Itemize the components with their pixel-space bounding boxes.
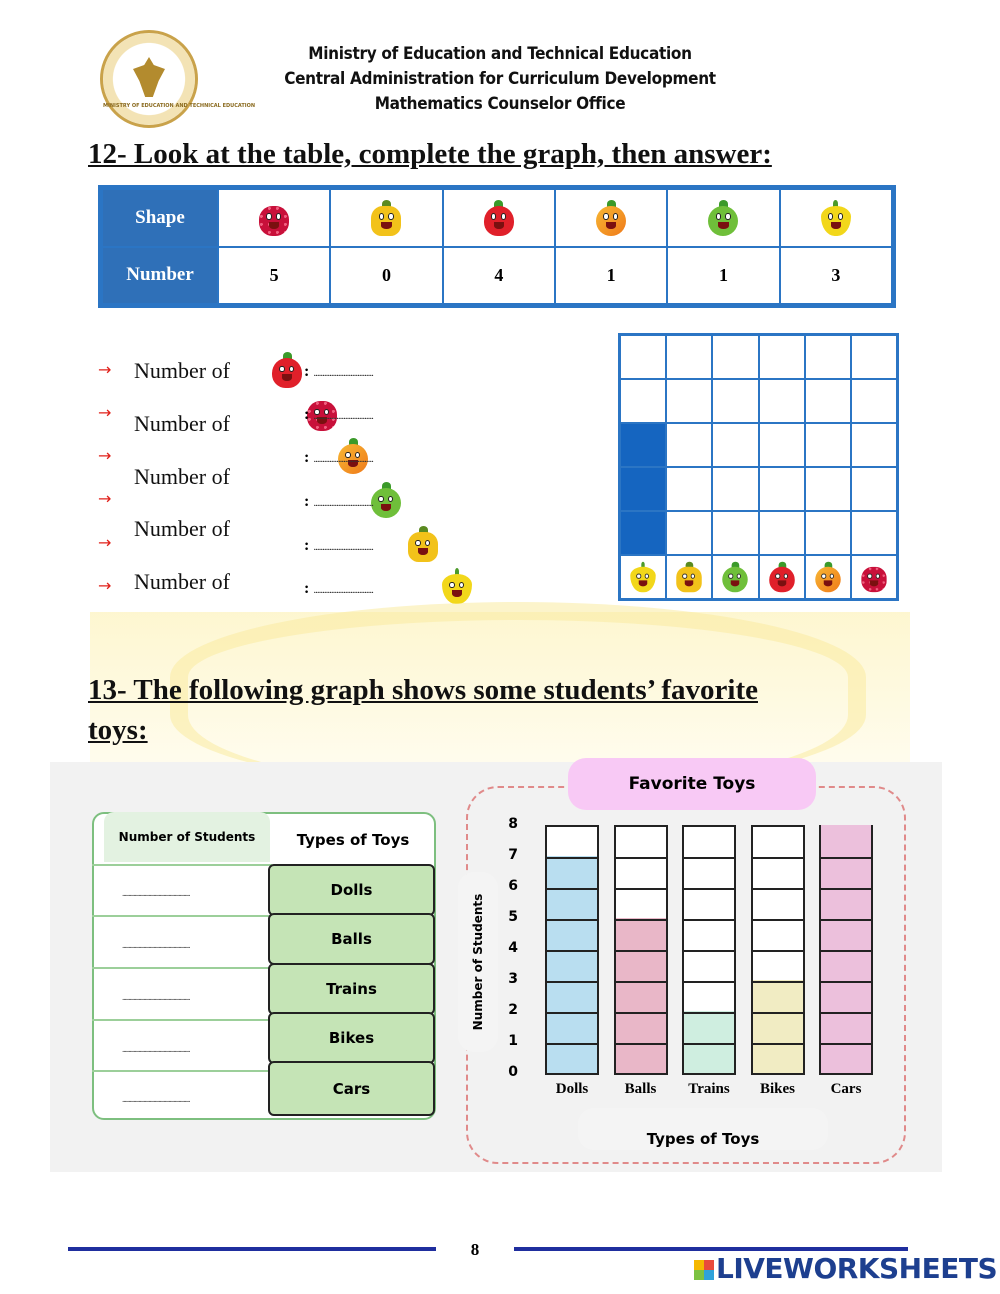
apple-icon bbox=[723, 562, 749, 593]
toy-cell-cars: Cars bbox=[268, 1061, 435, 1116]
number-of-label: Number of bbox=[134, 464, 230, 489]
pictograph-square[interactable] bbox=[851, 379, 897, 423]
arrow-icon: → bbox=[98, 446, 112, 465]
bar-grid-line bbox=[684, 950, 734, 952]
mango-icon bbox=[815, 562, 841, 593]
pictograph-grid bbox=[618, 333, 899, 601]
answer-blank-strawberry[interactable]: : .................................. bbox=[304, 363, 373, 380]
chart-title: Favorite Toys bbox=[568, 758, 816, 810]
row-divider bbox=[92, 915, 272, 917]
pictograph-square[interactable] bbox=[759, 335, 805, 379]
q12-title: 12- Look at the table, complete the graph, then answer: bbox=[88, 138, 772, 170]
pepper-icon bbox=[371, 200, 401, 236]
footer-line-left bbox=[68, 1247, 436, 1251]
bar-cars bbox=[821, 825, 871, 1073]
pictograph-square[interactable] bbox=[666, 335, 712, 379]
header-line-3: Mathematics Counselor Office bbox=[374, 94, 626, 114]
fruit-count-table bbox=[98, 185, 896, 308]
pictograph-square[interactable] bbox=[851, 423, 897, 467]
answer-blank-pepper[interactable]: : .................................. bbox=[304, 537, 373, 554]
bar-grid-line bbox=[684, 888, 734, 890]
arrow-icon: → bbox=[98, 403, 112, 422]
shape-cell bbox=[556, 190, 666, 246]
number-of-label: Number of bbox=[134, 516, 230, 541]
bar-grid-line bbox=[547, 919, 597, 921]
x-tick-label: Cars bbox=[830, 1081, 862, 1097]
pictograph-label-cell bbox=[759, 555, 805, 599]
bar-trains bbox=[684, 1011, 734, 1073]
pictograph-square[interactable] bbox=[712, 423, 758, 467]
bar-grid-line bbox=[753, 981, 803, 983]
number-cell: 0 bbox=[331, 248, 441, 304]
bar-grid-line bbox=[684, 919, 734, 921]
liveworksheets-logo bbox=[694, 1252, 997, 1285]
pictograph-square[interactable] bbox=[620, 335, 666, 379]
bar-grid-line bbox=[616, 919, 666, 921]
bar-grid-line bbox=[684, 1012, 734, 1014]
x-axis-title: Types of Toys bbox=[578, 1108, 828, 1150]
answer-blank-mango[interactable]: : .................................. bbox=[304, 449, 373, 466]
seal-text: MINISTRY OF EDUCATION AND TECHNICAL EDUCATION bbox=[103, 103, 256, 109]
pictograph-square[interactable] bbox=[805, 379, 851, 423]
pictograph-square[interactable] bbox=[851, 335, 897, 379]
logo-blocks-icon bbox=[694, 1260, 714, 1280]
shape-cell bbox=[331, 190, 441, 246]
pictograph-square[interactable] bbox=[712, 467, 758, 511]
y-tick-label: 4 bbox=[508, 940, 518, 956]
bar-grid-line bbox=[684, 981, 734, 983]
row-divider bbox=[92, 864, 272, 866]
pictograph-label-cell bbox=[851, 555, 897, 599]
bar-column-dolls bbox=[545, 825, 599, 1075]
bar-balls bbox=[616, 918, 666, 1073]
x-tick-label: Balls bbox=[624, 1081, 657, 1097]
x-tick-label: Dolls bbox=[555, 1081, 589, 1097]
pictograph-square[interactable] bbox=[666, 379, 712, 423]
answer-blank-apple[interactable]: : .................................. bbox=[304, 493, 373, 510]
footer-line-right bbox=[514, 1247, 908, 1251]
pictograph-square[interactable] bbox=[620, 379, 666, 423]
pear-icon bbox=[630, 562, 656, 593]
logo-text: LIVEWORKSHEETS bbox=[716, 1252, 998, 1285]
number-cell: 1 bbox=[556, 248, 666, 304]
y-tick-label: 7 bbox=[508, 847, 518, 863]
bar-grid-line bbox=[616, 1043, 666, 1045]
bar-grid-line bbox=[753, 857, 803, 859]
pictograph-square[interactable] bbox=[712, 335, 758, 379]
y-tick-label: 8 bbox=[508, 816, 518, 832]
count-blank-balls[interactable]: ...................................................... bbox=[122, 940, 190, 950]
pictograph-square[interactable] bbox=[620, 467, 666, 511]
strawberry-icon bbox=[272, 352, 302, 388]
arrow-icon: → bbox=[98, 533, 112, 552]
x-tick-label: Bikes bbox=[759, 1081, 795, 1097]
pictograph-label-cell bbox=[805, 555, 851, 599]
bar-grid-line bbox=[753, 1012, 803, 1014]
pictograph-square[interactable] bbox=[851, 467, 897, 511]
number-cell: 5 bbox=[219, 248, 329, 304]
pictograph-square[interactable] bbox=[620, 511, 666, 555]
bar-grid-line bbox=[821, 981, 871, 983]
pictograph-square[interactable] bbox=[666, 423, 712, 467]
pictograph-square[interactable] bbox=[805, 467, 851, 511]
pictograph-square[interactable] bbox=[805, 335, 851, 379]
q13-title-line-2: toys: bbox=[88, 714, 148, 746]
bar-grid-line bbox=[616, 950, 666, 952]
bar-grid-line bbox=[547, 1043, 597, 1045]
y-axis-title bbox=[458, 872, 498, 1052]
pepper-icon bbox=[408, 526, 438, 562]
pictograph-square[interactable] bbox=[805, 511, 851, 555]
pictograph-square[interactable] bbox=[666, 511, 712, 555]
strawberry-icon bbox=[484, 200, 514, 236]
arrow-icon: → bbox=[98, 360, 112, 379]
shape-cell bbox=[668, 190, 778, 246]
number-cell: 1 bbox=[668, 248, 778, 304]
pear-icon bbox=[821, 200, 851, 236]
pictograph-label-cell bbox=[666, 555, 712, 599]
count-blank-cars[interactable]: ...................................................... bbox=[122, 1094, 190, 1104]
bar-grid-line bbox=[821, 857, 871, 859]
bar-grid-line bbox=[616, 857, 666, 859]
pictograph-square[interactable] bbox=[759, 511, 805, 555]
row-divider bbox=[92, 1019, 272, 1021]
bar-grid-line bbox=[616, 1012, 666, 1014]
bar-grid-line bbox=[616, 981, 666, 983]
types-of-toys-header: Types of Toys bbox=[296, 831, 410, 849]
bar-grid-line bbox=[547, 888, 597, 890]
answer-blank-raspberry[interactable]: : .................................. bbox=[304, 406, 373, 423]
arrow-icon: → bbox=[98, 489, 112, 508]
bar-column-cars bbox=[819, 825, 873, 1075]
mango-icon bbox=[596, 200, 626, 236]
pictograph-square[interactable] bbox=[851, 511, 897, 555]
bar-grid-line bbox=[547, 1012, 597, 1014]
x-tick-label: Trains bbox=[688, 1081, 730, 1097]
bar-grid-line bbox=[753, 888, 803, 890]
bar-grid-line bbox=[821, 1043, 871, 1045]
y-tick-label: 6 bbox=[508, 878, 518, 894]
count-blank-dolls[interactable]: ...................................................... bbox=[122, 888, 190, 898]
bar-grid-line bbox=[821, 888, 871, 890]
raspberry-icon bbox=[861, 562, 887, 593]
raspberry-icon bbox=[259, 200, 289, 236]
toy-cell-balls: Balls bbox=[268, 913, 435, 965]
pictograph-square[interactable] bbox=[620, 423, 666, 467]
y-tick-label: 2 bbox=[508, 1002, 518, 1018]
toy-cell-bikes: Bikes bbox=[268, 1012, 435, 1064]
bar-grid-line bbox=[753, 1043, 803, 1045]
pear-icon bbox=[442, 568, 472, 604]
y-tick-label: 3 bbox=[508, 971, 518, 987]
number-cell: 3 bbox=[781, 248, 891, 304]
bar-bikes bbox=[753, 980, 803, 1073]
bar-grid-line bbox=[821, 950, 871, 952]
bar-column-balls bbox=[614, 825, 668, 1075]
number-of-students-header: Number of Students bbox=[104, 812, 270, 862]
number-of-label: Number of bbox=[134, 358, 230, 383]
y-tick-label: 1 bbox=[508, 1033, 518, 1049]
count-blank-trains[interactable]: ...................................................... bbox=[122, 992, 190, 1002]
toy-cell-trains: Trains bbox=[268, 963, 435, 1015]
bar-grid-line bbox=[547, 950, 597, 952]
bar-grid-line bbox=[684, 1043, 734, 1045]
pictograph-label-cell bbox=[620, 555, 666, 599]
q13-title-line-1: 13- The following graph shows some students’ favorite bbox=[88, 674, 758, 706]
pictograph-square[interactable] bbox=[759, 379, 805, 423]
pictograph-square[interactable] bbox=[712, 511, 758, 555]
pictograph-square[interactable] bbox=[805, 423, 851, 467]
pepper-icon bbox=[676, 562, 702, 593]
arrow-icon: → bbox=[98, 576, 112, 595]
pictograph-square[interactable] bbox=[759, 467, 805, 511]
count-blank-bikes[interactable]: ...................................................... bbox=[122, 1044, 190, 1054]
bar-grid-line bbox=[753, 950, 803, 952]
bar-grid-line bbox=[547, 857, 597, 859]
shape-cell bbox=[219, 190, 329, 246]
bar-grid-line bbox=[821, 1012, 871, 1014]
row-divider bbox=[92, 1070, 272, 1072]
header-line-2: Central Administration for Curriculum Development bbox=[284, 69, 716, 89]
header-line-1: Ministry of Education and Technical Education bbox=[308, 44, 692, 64]
page-number: 8 bbox=[470, 1240, 480, 1259]
answer-blank-pear[interactable]: : .................................. bbox=[304, 580, 373, 597]
number-header: Number bbox=[103, 248, 217, 304]
apple-icon bbox=[708, 200, 738, 236]
bar-column-trains bbox=[682, 825, 736, 1075]
pictograph-square[interactable] bbox=[712, 379, 758, 423]
strawberry-icon bbox=[769, 562, 795, 593]
shape-header: Shape bbox=[103, 190, 217, 246]
bar-grid-line bbox=[753, 919, 803, 921]
toy-cell-dolls: Dolls bbox=[268, 864, 435, 916]
bar-grid-line bbox=[821, 919, 871, 921]
number-cell: 4 bbox=[444, 248, 554, 304]
row-divider bbox=[92, 967, 272, 969]
eagle-icon bbox=[133, 57, 165, 97]
y-tick-label: 0 bbox=[508, 1064, 518, 1080]
number-of-label: Number of bbox=[134, 411, 230, 436]
ministry-seal-logo bbox=[100, 30, 256, 128]
shape-cell bbox=[444, 190, 554, 246]
pictograph-square[interactable] bbox=[666, 467, 712, 511]
bar-column-bikes bbox=[751, 825, 805, 1075]
pictograph-square[interactable] bbox=[759, 423, 805, 467]
bar-grid-line bbox=[616, 888, 666, 890]
y-tick-label: 5 bbox=[508, 909, 518, 925]
bar-grid-line bbox=[684, 857, 734, 859]
bar-grid-line bbox=[547, 981, 597, 983]
number-of-label: Number of bbox=[134, 569, 230, 594]
y-axis-title-text: Number of Students bbox=[471, 893, 485, 1031]
pictograph-label-cell bbox=[712, 555, 758, 599]
apple-icon bbox=[371, 482, 401, 518]
shape-cell bbox=[781, 190, 891, 246]
